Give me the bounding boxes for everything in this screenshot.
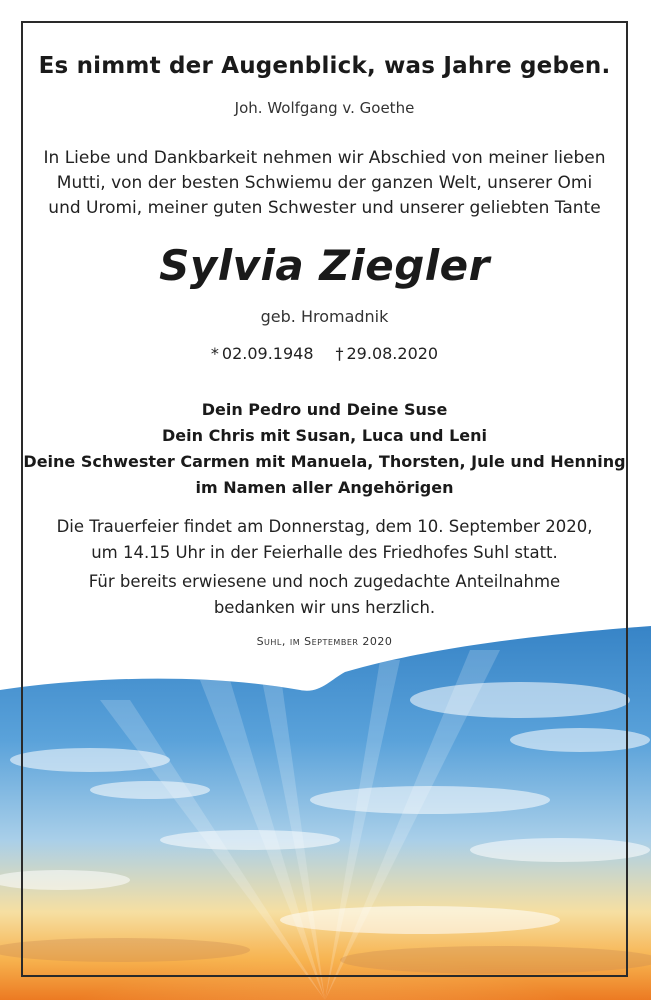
family-line: im Namen aller Angehörigen	[195, 478, 454, 497]
place-date: Suhl, im September 2020	[256, 635, 393, 648]
quote-author: Joh. Wolfgang v. Goethe	[234, 99, 415, 117]
intro-line: In Liebe und Dankbarkeit nehmen wir Abschied von meiner lieben	[43, 148, 606, 168]
thanks-line: bedanken wir uns herzlich.	[213, 598, 436, 617]
thanks-text	[23, 569, 626, 621]
death-cross-icon: †	[335, 344, 344, 363]
birth-name: geb. Hromadnik	[260, 307, 389, 326]
birth-date: 02.09.1948	[221, 344, 314, 363]
quote-heading: Es nimmt der Augenblick, was Jahre geben.	[38, 53, 611, 79]
family-signatures	[23, 397, 626, 501]
intro-text	[23, 146, 626, 221]
death-date: 29.08.2020	[346, 344, 439, 363]
family-line: Dein Chris mit Susan, Luca und Leni	[162, 426, 487, 445]
ceremony-line: Die Trauerfeier findet am Donnerstag, dem 10. September 2020,	[56, 517, 593, 536]
birth-star-icon: *	[210, 344, 219, 363]
life-dates	[23, 344, 626, 363]
deceased-name: Sylvia Ziegler	[159, 241, 490, 290]
family-line: Dein Pedro und Deine Suse	[201, 400, 448, 419]
intro-line: und Uromi, meiner guten Schwester und unserer geliebten Tante	[48, 198, 601, 218]
thanks-line: Für bereits erwiesene und noch zugedachte Anteilnahme	[88, 572, 561, 591]
ceremony-info	[23, 514, 626, 566]
intro-line: Mutti, von der besten Schwiemu der ganzen Welt, unserer Omi	[56, 173, 593, 193]
ceremony-line: um 14.15 Uhr in der Feierhalle des Friedhofes Suhl statt.	[91, 543, 558, 562]
family-line: Deine Schwester Carmen mit Manuela, Thorsten, Jule und Henning	[23, 452, 626, 471]
